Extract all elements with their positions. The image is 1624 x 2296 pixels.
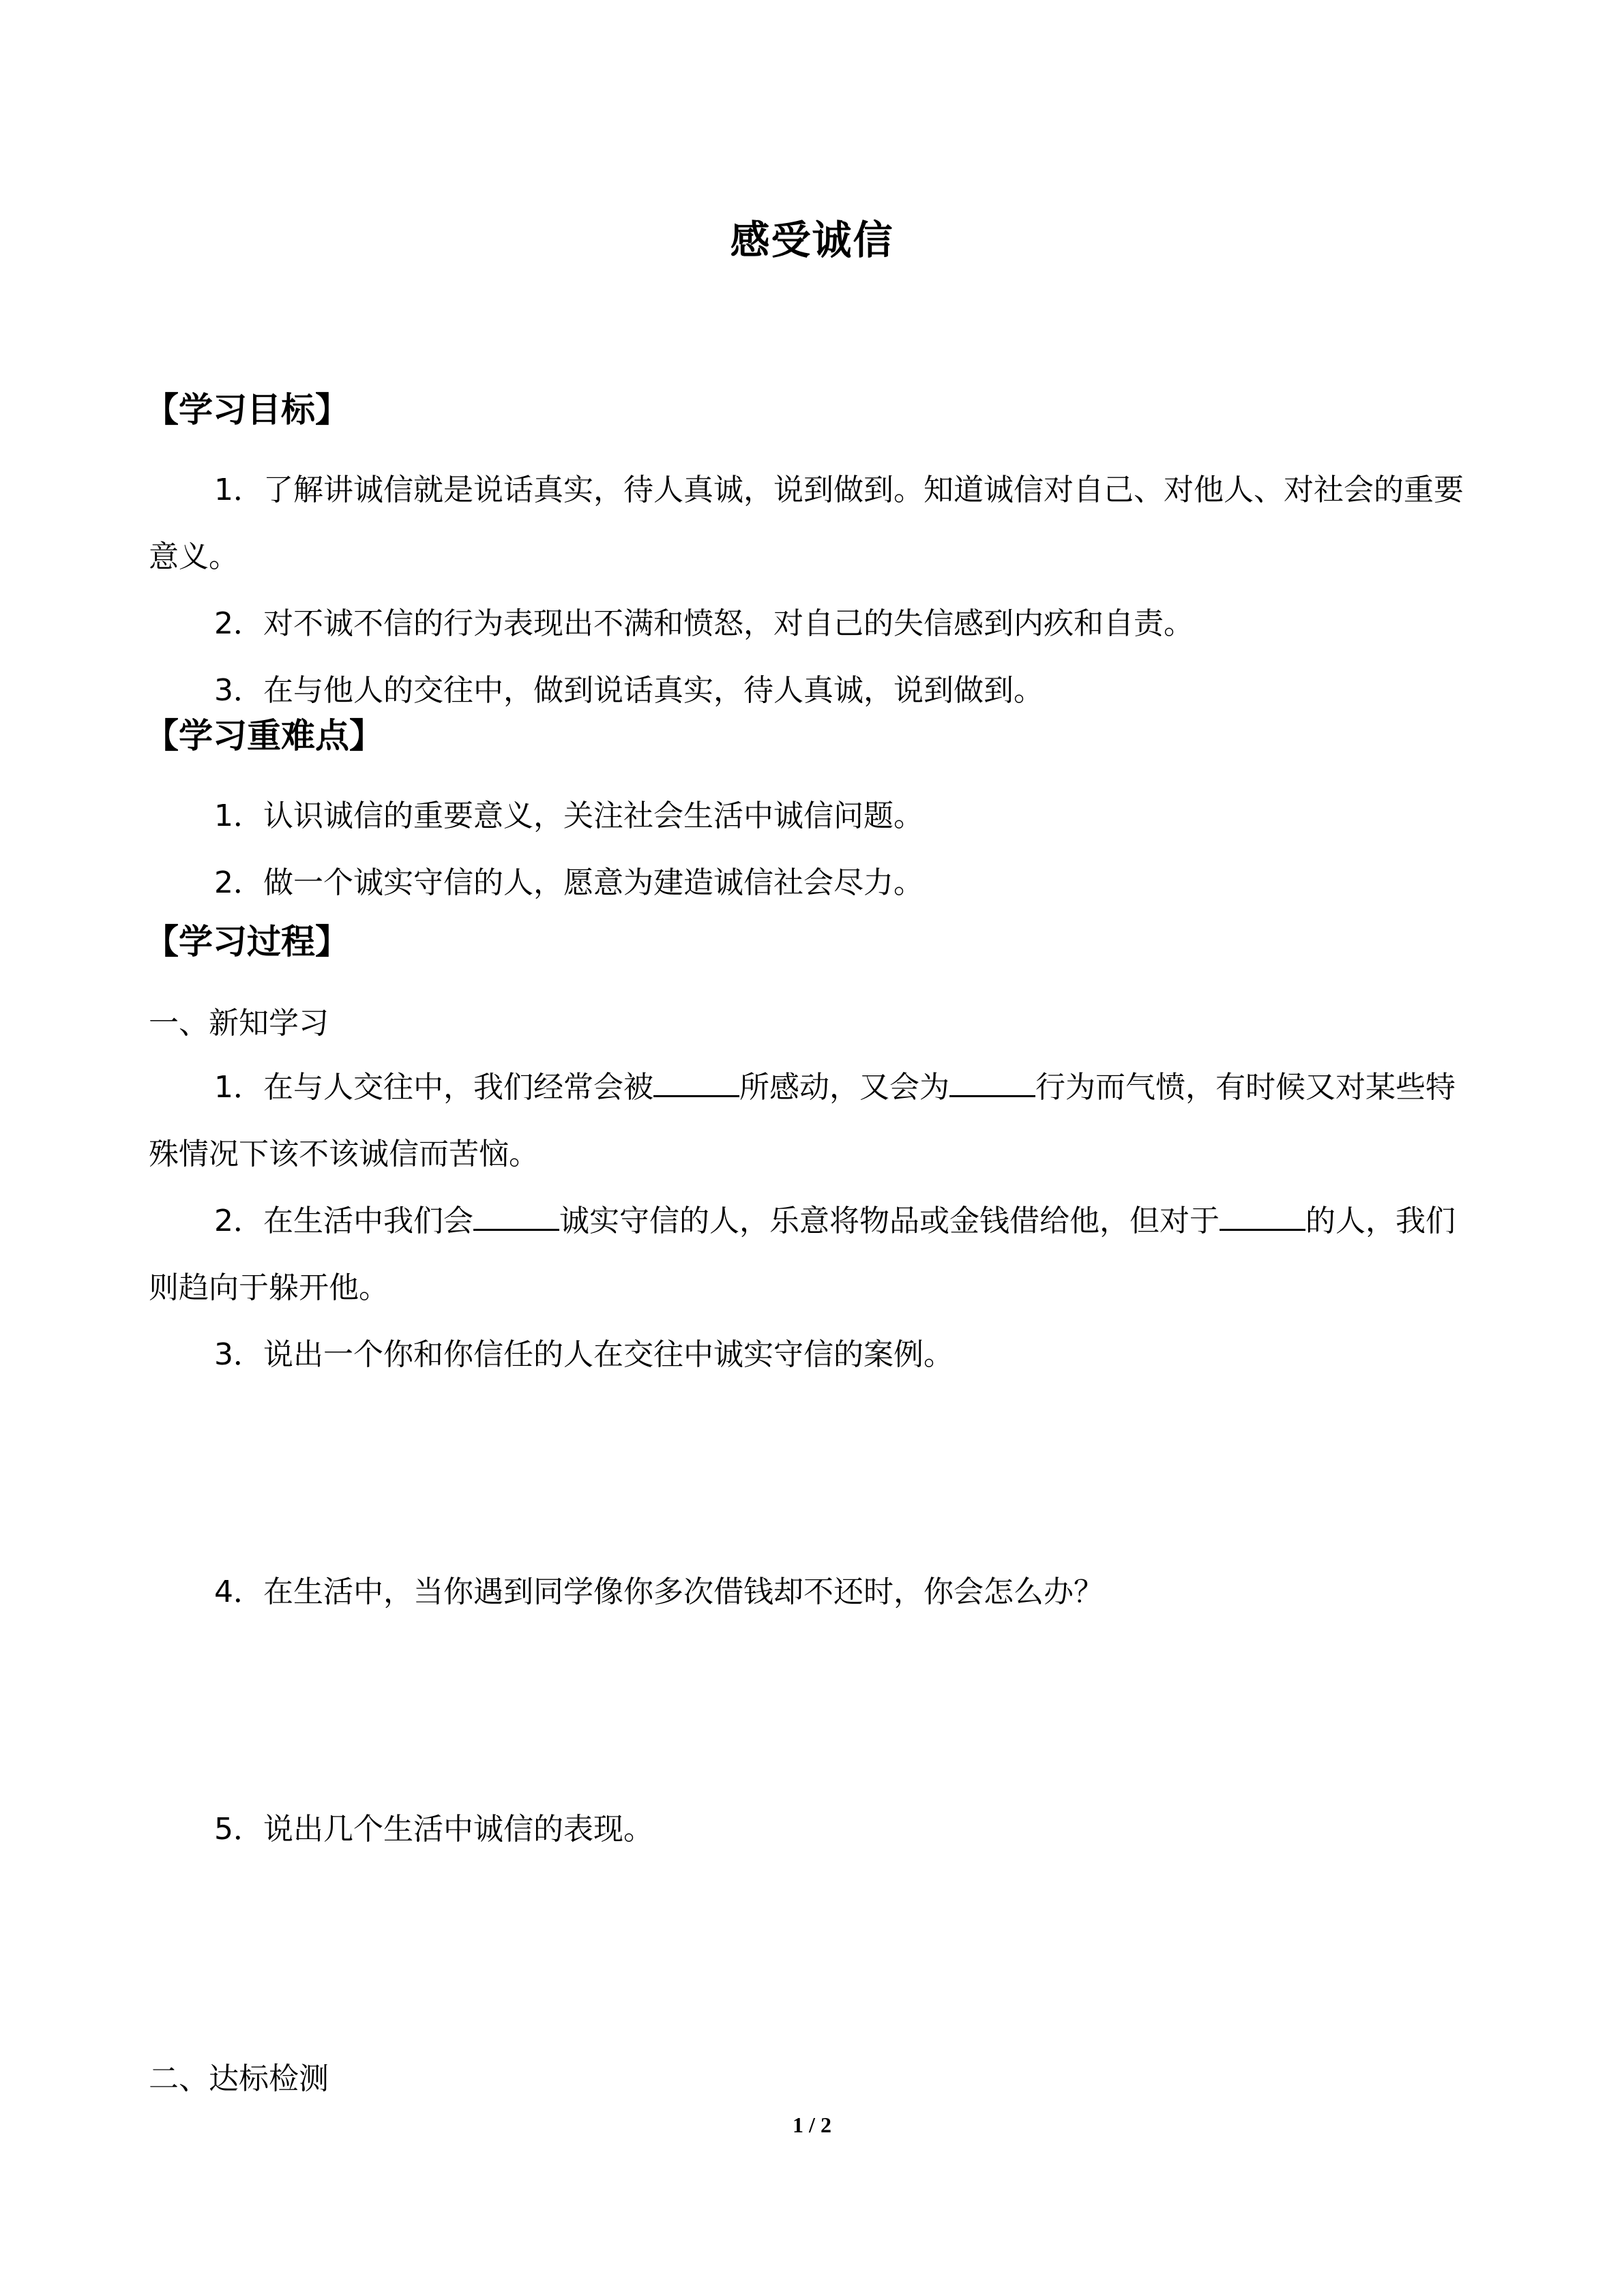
objective-item-1: 1．了解讲诚信就是说话真实，待人真诚，说到做到。知道诚信对自己、对他人、对社会的重要意义。 <box>149 473 1464 574</box>
fill-blank <box>1220 1199 1305 1231</box>
question-2 <box>149 1188 1479 1322</box>
question-1-text-b: 所感动，又会为 <box>739 1070 949 1105</box>
page-number: 1 / 2 <box>793 2113 831 2137</box>
question-1 <box>149 1054 1479 1188</box>
question-2-text-c: 的人，我们则趋向于躲开他。 <box>149 1204 1456 1305</box>
objective-item-3: 3．在与他人的交往中，做到说话真实，待人真诚，说到做到。 <box>214 673 1044 708</box>
fill-blank <box>653 1065 739 1097</box>
part2-label: 二、达标检测 <box>149 2061 329 2096</box>
fill-blank <box>949 1065 1035 1097</box>
question-3: 3．说出一个你和你信任的人在交往中诚实守信的案例。 <box>214 1337 954 1372</box>
document-title: 感受诚信 <box>730 217 894 263</box>
question-4: 4．在生活中，当你遇到同学像你多次借钱却不还时，你会怎么办？ <box>214 1575 1104 1609</box>
process-heading: 【学习过程】 <box>145 922 349 961</box>
objective-item-2: 2．对不诚不信的行为表现出不满和愤怒，对自己的失信感到内疚和自责。 <box>214 606 1194 641</box>
question-1-text-c: 行为而气愤，有时候又对某些特殊情况下该不该诚信而苦恼。 <box>149 1070 1456 1172</box>
key-point-item-1: 1．认识诚信的重要意义，关注社会生活中诚信问题。 <box>214 799 924 833</box>
objectives-heading: 【学习目标】 <box>145 390 349 430</box>
part1-label: 一、新知学习 <box>149 1006 329 1041</box>
question-2-text-b: 诚实守信的人，乐意将物品或金钱借给他，但对于 <box>559 1204 1220 1238</box>
key-points-heading: 【学习重难点】 <box>145 716 383 756</box>
fill-blank <box>473 1199 559 1231</box>
key-point-item-2: 2．做一个诚实守信的人，愿意为建造诚信社会尽力。 <box>214 865 924 900</box>
question-5: 5．说出几个生活中诚信的表现。 <box>214 1812 653 1847</box>
question-1-text-a: 1．在与人交往中，我们经常会被 <box>214 1070 653 1105</box>
question-2-text-a: 2．在生活中我们会 <box>214 1204 473 1238</box>
